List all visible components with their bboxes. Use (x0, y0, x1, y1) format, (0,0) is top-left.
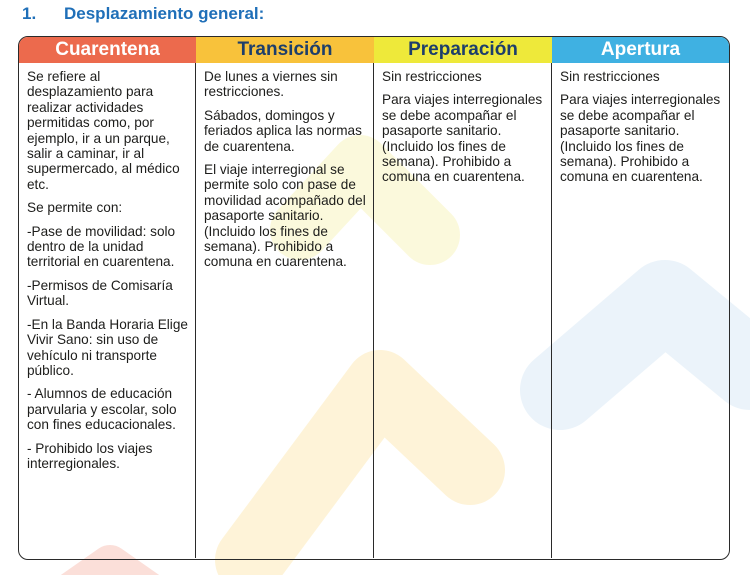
section-title: Desplazamiento general: (64, 4, 265, 23)
cell-paragraph: Para viajes interregionales se debe acompañar el pasaporte sanitario. (Incluido los fines de semana). Prohibido a comuna en cuarentena. (560, 92, 721, 185)
header-apertura: Apertura (552, 37, 729, 63)
cell-paragraph: - Alumnos de educación parvularia y escolar, solo con fines educacionales. (27, 386, 177, 433)
table-header-row (19, 37, 729, 63)
cell-paragraph: Sin restricciones (560, 69, 660, 84)
cell-paragraph: Se permite con: (27, 200, 123, 216)
cell-paragraph: Se refiere al desplazamiento para realizar actividades permitidas como, por ejemplo, ir a un parque, salir a caminar, ir al supermercado, al médico etc. (27, 69, 180, 192)
cell-preparacion (374, 63, 552, 558)
section-number: 1. (22, 4, 37, 23)
cell-paragraph: -Permisos de Comisaría Virtual. (27, 277, 173, 309)
phases-table (18, 36, 730, 560)
cell-apertura (552, 63, 729, 558)
cell-cuarentena (19, 63, 196, 558)
cell-paragraph: El viaje interregional se permite solo con pase de movilidad acompañado del pasaporte sanitario. (Incluido los fines de semana). Prohibido a comuna en cuarentena. (204, 162, 366, 270)
cell-paragraph: - Prohibido los viajes interregionales. (27, 440, 153, 471)
cell-paragraph: Sábados, domingos y feriados aplica las normas de cuarentena. (204, 107, 362, 154)
cell-paragraph: -En la Banda Horaria Elige Vivir Sano: sin uso de vehículo ni transporte público. (27, 316, 188, 378)
cell-paragraph: Para viajes interregionales se debe acompañar el pasaporte sanitario. (Incluido los fines de semana). Prohibido a comuna en cuarentena. (382, 92, 543, 185)
header-preparacion: Preparación (374, 37, 552, 63)
header-transicion: Transición (196, 37, 374, 63)
cell-paragraph: Sin restricciones (382, 69, 482, 84)
cell-paragraph: De lunes a viernes sin restricciones. (204, 69, 338, 100)
cell-paragraph: -Pase de movilidad: solo dentro de la unidad territorial en cuarentena. (27, 223, 176, 270)
table-body-row (19, 63, 729, 558)
header-cuarentena: Cuarentena (19, 37, 196, 63)
cell-transicion (196, 63, 374, 558)
section-heading (22, 4, 264, 24)
